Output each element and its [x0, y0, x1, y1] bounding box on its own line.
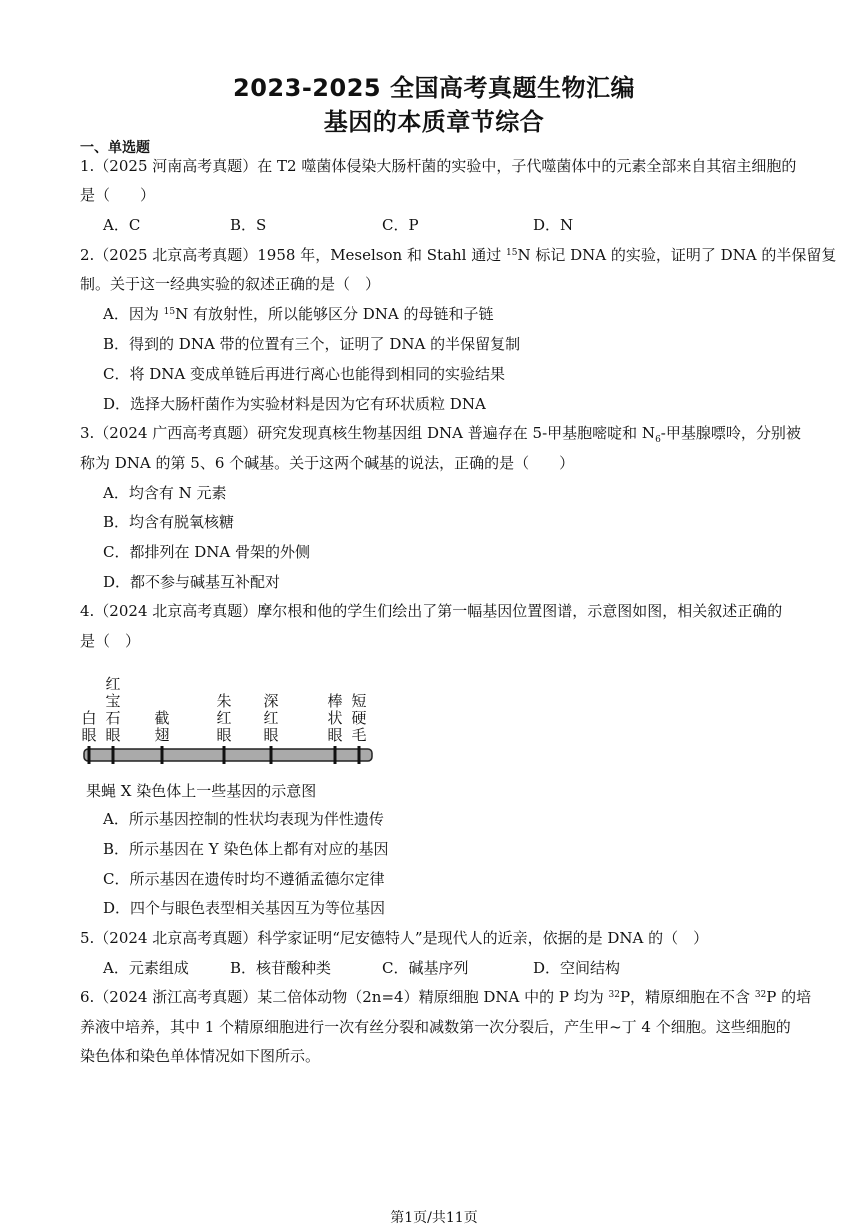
q1-option-c: C．P	[382, 216, 419, 234]
q4-line-2: 是（ ）	[80, 632, 141, 650]
q2-line-2: 制。关于这一经典实验的叙述正确的是（ ）	[80, 275, 381, 293]
chromosome-figure	[78, 660, 378, 770]
q5-option-b: B．核苷酸种类	[230, 959, 332, 977]
q1-option-d: D．N	[533, 216, 574, 234]
title-line-1: 2023-2025 全国高考真题生物汇编	[233, 74, 635, 102]
q4-option-b: B．所示基因在 Y 染色体上都有对应的基因	[103, 840, 389, 858]
q4-option-c: C．所示基因在遗传时均不遵循孟德尔定律	[103, 870, 385, 888]
gene-label: 截翅	[154, 709, 170, 744]
gene-label: 白眼	[81, 709, 97, 744]
q2-option-a: A．因为 $^{15}$N 有放射性，所以能够区分 DNA 的母链和子链	[103, 305, 494, 323]
figure-caption: 果蝇 X 染色体上一些基因的示意图	[86, 782, 317, 800]
q1-option-a: A．C	[103, 216, 141, 234]
q4-line-1: 4.（2024 北京高考真题）摩尔根和他的学生们绘出了第一幅基因位置图谱，示意图如图，相关叙述正确的	[80, 602, 783, 620]
section-heading: 一、单选题	[80, 140, 150, 156]
q3-line-1: 3.（2024 广西高考真题）研究发现真核生物基因组 DNA 普遍存在 5-甲基胞嘧啶和 $N_6-$甲基腺嘌呤，分别被	[80, 424, 801, 445]
q3-option-c: C．都排列在 DNA 骨架的外侧	[103, 543, 310, 561]
q3-option-a: A．均含有 N 元素	[103, 484, 227, 502]
gene-label: 红宝石眼	[105, 675, 121, 744]
title-line-2: 基因的本质章节综合	[323, 108, 545, 136]
gene-label: 深红眼	[263, 692, 279, 744]
q4-option-a: A．所示基因控制的性状均表现为伴性遗传	[103, 810, 384, 828]
q2-option-d: D．选择大肠杆菌作为实验材料是因为它有环状质粒 DNA	[103, 395, 486, 413]
q2-option-b: B．得到的 DNA 带的位置有三个，证明了 DNA 的半保留复制	[103, 335, 521, 353]
chromosome-bar	[84, 749, 372, 761]
q1-line-2: 是（ ）	[80, 186, 156, 204]
gene-label: 朱红眼	[216, 692, 232, 744]
gene-label: 短硬毛	[351, 692, 367, 744]
q6-line-2: 养液中培养，其中 1 个精原细胞进行一次有丝分裂和减数第一次分裂后，产生甲~丁 4 个细胞。这些细胞的	[80, 1018, 791, 1036]
q5-option-d: D．空间结构	[533, 959, 621, 977]
q5-line: 5.（2024 北京高考真题）科学家证明“尼安德特人”是现代人的近亲，依据的是 DNA 的（ ）	[80, 929, 709, 947]
q1-option-b: B．S	[230, 216, 267, 234]
q3-line-2: 称为 DNA 的第 5、6 个碱基。关于这两个碱基的说法，正确的是（ ）	[80, 454, 575, 472]
q6-line-1: 6.（2024 浙江高考真题）某二倍体动物（2n=4）精原细胞 DNA 中的 P 均为 $^{32}$P，精原细胞在不含 $^{32}$P 的培	[80, 988, 812, 1006]
q5-option-c: C．碱基序列	[382, 959, 469, 977]
q2-line-1: 2.（2025 北京高考真题）1958 年，Meselson 和 Stahl 通过 $^{15}$N 标记 DNA 的实验，证明了 DNA 的半保留复	[80, 246, 837, 264]
q6-line-3: 染色体和染色单体情况如下图所示。	[80, 1047, 321, 1065]
q3-option-d: D．都不参与碱基互补配对	[103, 573, 281, 591]
q3-option-b: B．均含有脱氧核糖	[103, 513, 235, 531]
q2-option-c: C．将 DNA 变成单链后再进行离心也能得到相同的实验结果	[103, 365, 505, 383]
page-footer: 第1页/共11页	[390, 1210, 478, 1226]
q1-line-1: 1.（2025 河南高考真题）在 T2 噬菌体侵染大肠杆菌的实验中，子代噬菌体中的元素全部来自其宿主细胞的	[80, 157, 797, 175]
q5-option-a: A．元素组成	[103, 959, 189, 977]
gene-label: 棒状眼	[327, 692, 343, 744]
q4-option-d: D．四个与眼色表型相关基因互为等位基因	[103, 899, 386, 917]
